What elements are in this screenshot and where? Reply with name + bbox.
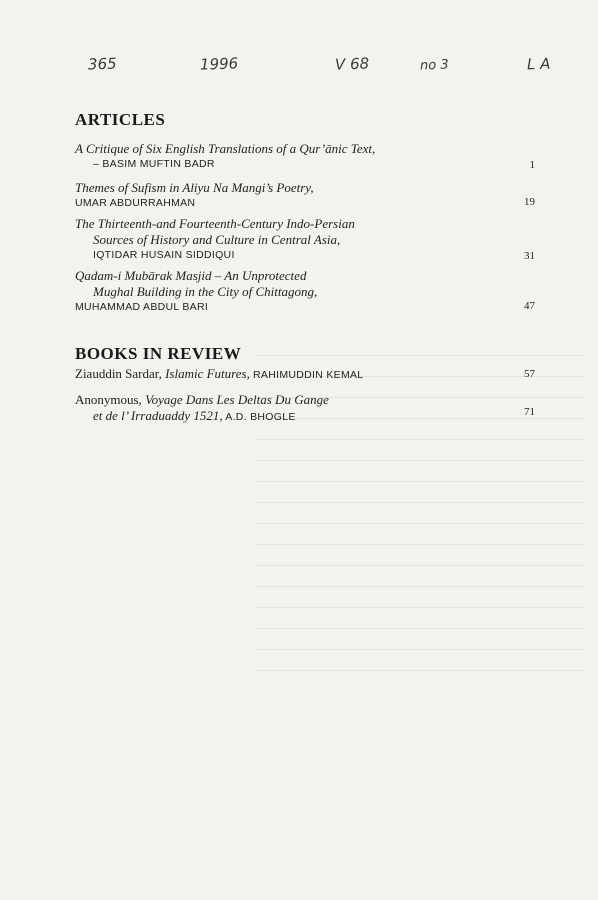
- review-book-author: Ziauddin Sardar,: [75, 366, 166, 381]
- article-title: A Critique of Six English Translations of a Qur’ānic Text,: [75, 141, 376, 156]
- review-author: RAHIMUDDIN KEMAL: [249, 369, 364, 381]
- article-entry: [75, 141, 535, 171]
- books-heading: BOOKS IN REVIEW: [75, 344, 242, 363]
- article-author: – BASIM MUFTIN BADR: [93, 158, 215, 170]
- article-title: Qadam-i Mubārak Masjid – An Unprotected: [75, 268, 307, 283]
- review-book-author: Anonymous,: [75, 392, 146, 407]
- handwritten-annotation: 1996: [199, 54, 239, 74]
- article-entry: [75, 216, 535, 262]
- article-author: IQTIDAR HUSAIN SIDDIQUI: [93, 249, 235, 261]
- handwritten-annotation: 365: [87, 54, 117, 74]
- review-book-title-continued: et de l’ Irraduaddy 1521,: [93, 408, 223, 423]
- article-title-continued: Mughal Building in the City of Chittagong,: [93, 284, 318, 299]
- articles-heading: ARTICLES: [75, 110, 166, 129]
- handwritten-annotation: V 68: [334, 54, 370, 74]
- handwritten-annotation: L A: [526, 54, 551, 74]
- page-number: 31: [524, 250, 535, 262]
- article-author: MUHAMMAD ABDUL BARI: [75, 301, 209, 313]
- article-title: The Thirteenth-and Fourteenth-Century Indo-Persian: [75, 216, 355, 231]
- page-number: 47: [524, 300, 535, 312]
- review-entry: [75, 392, 535, 425]
- page-number: 1: [529, 159, 535, 171]
- article-title-continued: Sources of History and Culture in Central Asia,: [93, 232, 341, 247]
- article-title: Themes of Sufism in Aliyu Na Mangi’s Poetry,: [75, 180, 314, 195]
- article-entry: [75, 180, 535, 210]
- article-entry: [75, 268, 535, 314]
- article-author: UMAR ABDURRAHMAN: [75, 197, 196, 209]
- review-entry: [75, 366, 535, 383]
- review-book-title: Islamic Futures,: [165, 366, 250, 381]
- handwritten-annotation: no 3: [419, 57, 449, 74]
- page-number: 71: [524, 406, 535, 418]
- page-number: 57: [524, 368, 535, 380]
- review-book-title: Voyage Dans Les Deltas Du Gange: [145, 392, 329, 407]
- page-number: 19: [524, 196, 535, 208]
- review-author: A.D. BHOGLE: [222, 411, 296, 423]
